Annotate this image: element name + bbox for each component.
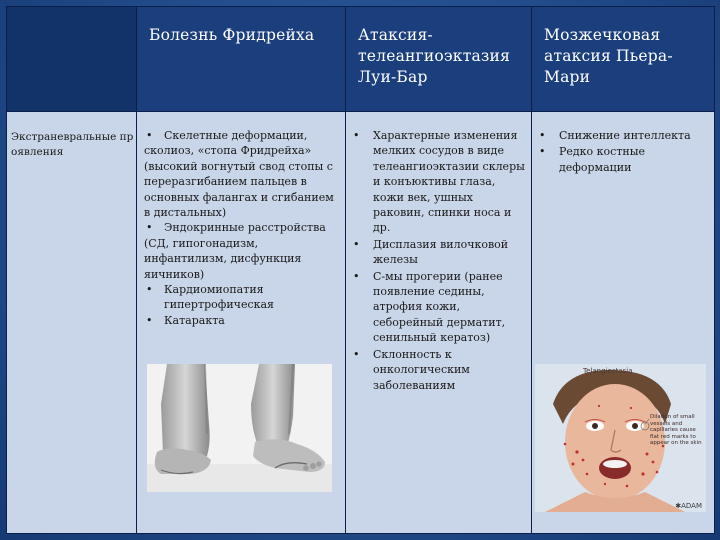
louis-bar-item bbox=[350, 347, 527, 393]
telangiectasia-callout: Dilation of small vessels and capillaries cause flat red marks to appear on the skin bbox=[650, 414, 702, 446]
bullet: • bbox=[539, 145, 546, 159]
pierre-marie-list bbox=[532, 112, 714, 175]
telangiectasia-label: Telangiectasia bbox=[583, 367, 633, 375]
louis-bar-item-text: Склонность к онкологическим заболеваниям bbox=[373, 347, 470, 392]
pierre-marie-item-text: Редко костные деформации bbox=[559, 145, 646, 174]
header-row bbox=[7, 7, 715, 112]
bullet: • bbox=[353, 347, 360, 361]
extraneural-row bbox=[7, 112, 715, 534]
louis-bar-item bbox=[350, 128, 527, 236]
louis-bar-item-text: С-мы прогерии (ранее появление седины, атрофия кожи, себорейный дерматит, сенильный кератоз) bbox=[373, 269, 506, 345]
header-friedreich-text: Болезнь Фридрейха bbox=[149, 26, 315, 44]
pierre-marie-item bbox=[536, 128, 710, 143]
row-label: Экстраневральные проявления bbox=[11, 131, 134, 158]
bullet: • bbox=[146, 313, 153, 327]
louis-bar-item-text: Характерные изменения мелких сосудов в виде телеангиоэктазии склеры и конъюктивы глаза, кожи век, ушных раковин, спинки носа и др. bbox=[373, 129, 525, 235]
pierre-marie-item bbox=[536, 144, 710, 175]
louis-bar-item-text: Дисплазия вилочковой железы bbox=[373, 237, 509, 267]
header-louis-bar-text: Атаксия-телеангиоэктазия Луи-Бар bbox=[358, 26, 511, 86]
louis-bar-list bbox=[346, 112, 531, 393]
bullet: • bbox=[146, 221, 153, 235]
header-louis-bar bbox=[346, 7, 532, 112]
bullet: • bbox=[353, 129, 360, 142]
friedreich-foot-photo bbox=[147, 364, 332, 492]
pierre-marie-cell bbox=[532, 112, 715, 534]
comparison-table bbox=[6, 6, 715, 534]
row-label-cell bbox=[7, 112, 137, 534]
bullet: • bbox=[353, 237, 360, 251]
friedreich-bullet-2-rest: (СД, гипогонадизм, инфантилизм, дисфункция яичников) bbox=[144, 236, 302, 281]
friedreich-bullet-4: Катаракта bbox=[164, 313, 225, 327]
friedreich-bullet-1-rest: сколиоз, «стопа Фридрейха» (высокий вогнутый свод стопы с переразгибанием пальцев в основных фалангах и сгибанием в дистальных) bbox=[144, 144, 334, 220]
header-pierre-marie bbox=[532, 7, 715, 112]
friedreich-bullet-3: Кардиомиопатия гипертрофическая bbox=[164, 283, 274, 312]
louis-bar-item bbox=[350, 237, 527, 268]
friedreich-bullet-2: Эндокринные расстройства bbox=[164, 221, 326, 235]
bullet: • bbox=[146, 129, 153, 142]
header-pierre-marie-text: Мозжечковая атаксия Пьера-Мари bbox=[544, 26, 673, 86]
bullet: • bbox=[146, 283, 153, 297]
friedreich-bullet-1: Скелетные деформации, bbox=[164, 129, 308, 142]
adam-credit: ✱ADAM bbox=[675, 502, 702, 510]
header-friedreich bbox=[137, 7, 346, 112]
pierre-marie-item-text: Снижение интеллекта bbox=[559, 129, 691, 142]
friedreich-cell bbox=[137, 112, 346, 534]
bullet: • bbox=[539, 129, 546, 142]
friedreich-text bbox=[137, 112, 345, 328]
bullet: • bbox=[353, 269, 360, 283]
telangiectasia-photo bbox=[535, 364, 706, 512]
louis-bar-cell bbox=[346, 112, 532, 534]
header-empty-cell bbox=[7, 7, 137, 112]
louis-bar-item bbox=[350, 269, 527, 346]
